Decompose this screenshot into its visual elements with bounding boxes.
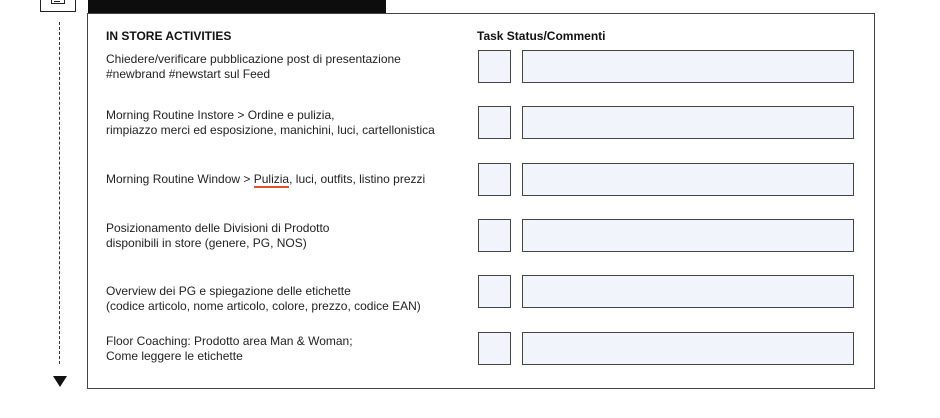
task-status-box-6[interactable] bbox=[478, 332, 511, 365]
task-status-box-5[interactable] bbox=[478, 275, 511, 308]
timeline-dashed-line bbox=[59, 22, 60, 364]
arrow-down-icon bbox=[53, 376, 67, 387]
activities-column-title: IN STORE ACTIVITIES bbox=[106, 29, 232, 43]
comment-field-5[interactable] bbox=[522, 275, 854, 308]
activity-row-2 bbox=[106, 108, 435, 138]
activity-row-6 bbox=[106, 334, 353, 364]
section-header-bar bbox=[88, 0, 386, 13]
activity-text: (codice articolo, nome articolo, colore, prezzo, codice EAN) bbox=[106, 299, 421, 313]
comment-field-2[interactable] bbox=[522, 106, 854, 139]
activity-text: Overview dei PG e spiegazione delle etichette bbox=[106, 284, 351, 298]
spellcheck-flagged-word[interactable]: Pulizia bbox=[253, 172, 290, 186]
activity-row-3 bbox=[106, 172, 425, 187]
task-status-box-4[interactable] bbox=[478, 219, 511, 252]
activity-text: , luci, outfits, listino prezzi bbox=[289, 172, 426, 186]
task-status-box-2[interactable] bbox=[478, 106, 511, 139]
activity-text: Come leggere le etichette bbox=[106, 349, 243, 363]
task-status-box-1[interactable] bbox=[478, 50, 511, 83]
activity-text: rimpiazzo merci ed esposizione, manichini, luci, cartellonistica bbox=[106, 123, 435, 137]
task-status-box-3[interactable] bbox=[478, 163, 511, 196]
document-stack-icon bbox=[40, 0, 76, 12]
comment-field-6[interactable] bbox=[522, 332, 854, 365]
activity-row-4 bbox=[106, 221, 329, 251]
activity-text: Morning Routine Window > bbox=[106, 172, 254, 186]
activity-row-1 bbox=[106, 52, 401, 82]
activity-text: Chiedere/verificare pubblicazione post di presentazione bbox=[106, 52, 401, 66]
activity-text: #newbrand #newstart sul Feed bbox=[106, 67, 271, 81]
status-column-title: Task Status/Commenti bbox=[477, 29, 606, 43]
activity-text: Morning Routine Instore > Ordine e pulizia, bbox=[106, 108, 335, 122]
comment-field-3[interactable] bbox=[522, 163, 854, 196]
comment-field-4[interactable] bbox=[522, 219, 854, 252]
activity-row-5 bbox=[106, 284, 421, 314]
activity-text: Posizionamento delle Divisioni di Prodotto bbox=[106, 221, 330, 235]
activity-text: Floor Coaching: Prodotto area Man & Woman; bbox=[106, 334, 353, 348]
activity-text: disponibili in store (genere, PG, NOS) bbox=[106, 236, 307, 250]
comment-field-1[interactable] bbox=[522, 50, 854, 83]
